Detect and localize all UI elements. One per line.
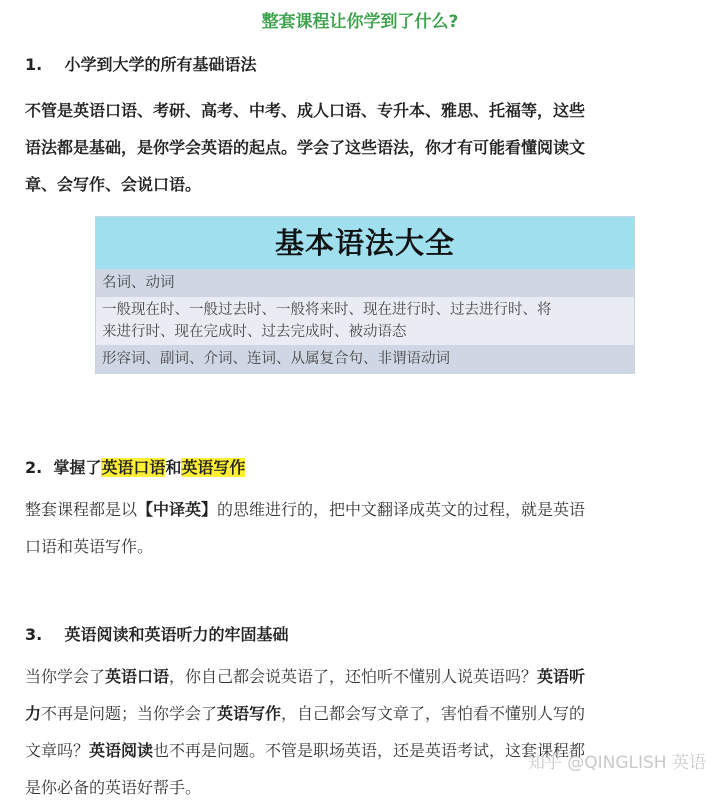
section-2-paragraph [25, 491, 695, 565]
text-run: 当你学会了 [25, 667, 106, 686]
bold-term: 【中译英】 [137, 500, 218, 519]
grammar-row-line: 一般现在时、一般过去时、一般将来时、现在进行时、过去进行时、将 [102, 302, 552, 318]
paragraph-line: 是你必备的英语好帮手。 [25, 778, 202, 797]
section-2-title-conj: 和 [165, 458, 182, 477]
grammar-table-row [96, 297, 634, 345]
bold-term: 英语口语 [105, 667, 170, 686]
paragraph-line [25, 658, 695, 695]
paragraph-line: 不管是英语口语、考研、高考、中考、成人口语、专升本、雅思、托福等，这些 [25, 101, 586, 120]
bold-term: 力 [25, 704, 42, 723]
page-title: 整套课程让你学到了什么? [261, 12, 459, 32]
highlight-english-writing: 英语写作 [181, 458, 246, 477]
grammar-row-line: 来进行时、现在完成时、过去完成时、被动语态 [102, 324, 407, 340]
section-1-heading [25, 52, 257, 75]
bold-term: 英语阅读 [89, 741, 154, 760]
text-run: 的思维进行的，把中文翻译成英文的过程，就是英语 [217, 500, 586, 519]
bold-term: 英语听 [537, 667, 586, 686]
paragraph-line: 语法都是基础，是你学会英语的起点。学会了这些语法，你才有可能看懂阅读文 [25, 138, 586, 157]
grammar-table [95, 216, 635, 374]
grammar-table-row: 形容词、副词、介词、连词、从属复合句、非谓语动词 [96, 345, 634, 373]
section-2-title-prefix: 掌握了 [53, 458, 102, 477]
section-3-heading [25, 622, 289, 645]
section-3-number: 3. [25, 625, 43, 644]
text-run: ，自己都会写文章了，害怕看不懂别人写的 [281, 704, 586, 723]
section-3-title: 英语阅读和英语听力的牢固基础 [64, 625, 289, 644]
grammar-table-row: 名词、动词 [96, 269, 634, 297]
text-run: 不再是问题；当你学会了 [41, 704, 218, 723]
bold-term: 英语写作 [217, 704, 282, 723]
paragraph-line [25, 491, 695, 528]
text-run: 文章吗？ [25, 741, 90, 760]
section-2-heading [25, 455, 245, 478]
section-1-paragraph [25, 92, 695, 203]
highlight-spoken-english: 英语口语 [101, 458, 166, 477]
watermark: 知乎 @QINGLISH 英语 [527, 753, 706, 773]
paragraph-line: 口语和英语写作。 [25, 537, 154, 556]
section-1-number: 1. [25, 55, 43, 74]
paragraph-line [25, 695, 695, 732]
text-run: 也不再是问题。不管是职场英语，还是英语考试，这套课程都 [153, 741, 586, 760]
text-run: ，你自己都会说英语了，还怕听不懂别人说英语吗？ [169, 667, 538, 686]
paragraph-line: 章、会写作、会说口语。 [25, 175, 202, 194]
section-2-number: 2. [25, 458, 43, 477]
text-run: 整套课程都是以 [25, 500, 138, 519]
grammar-table-header: 基本语法大全 [96, 217, 634, 269]
section-1-title: 小学到大学的所有基础语法 [64, 55, 257, 74]
section-3-paragraph [25, 658, 695, 806]
